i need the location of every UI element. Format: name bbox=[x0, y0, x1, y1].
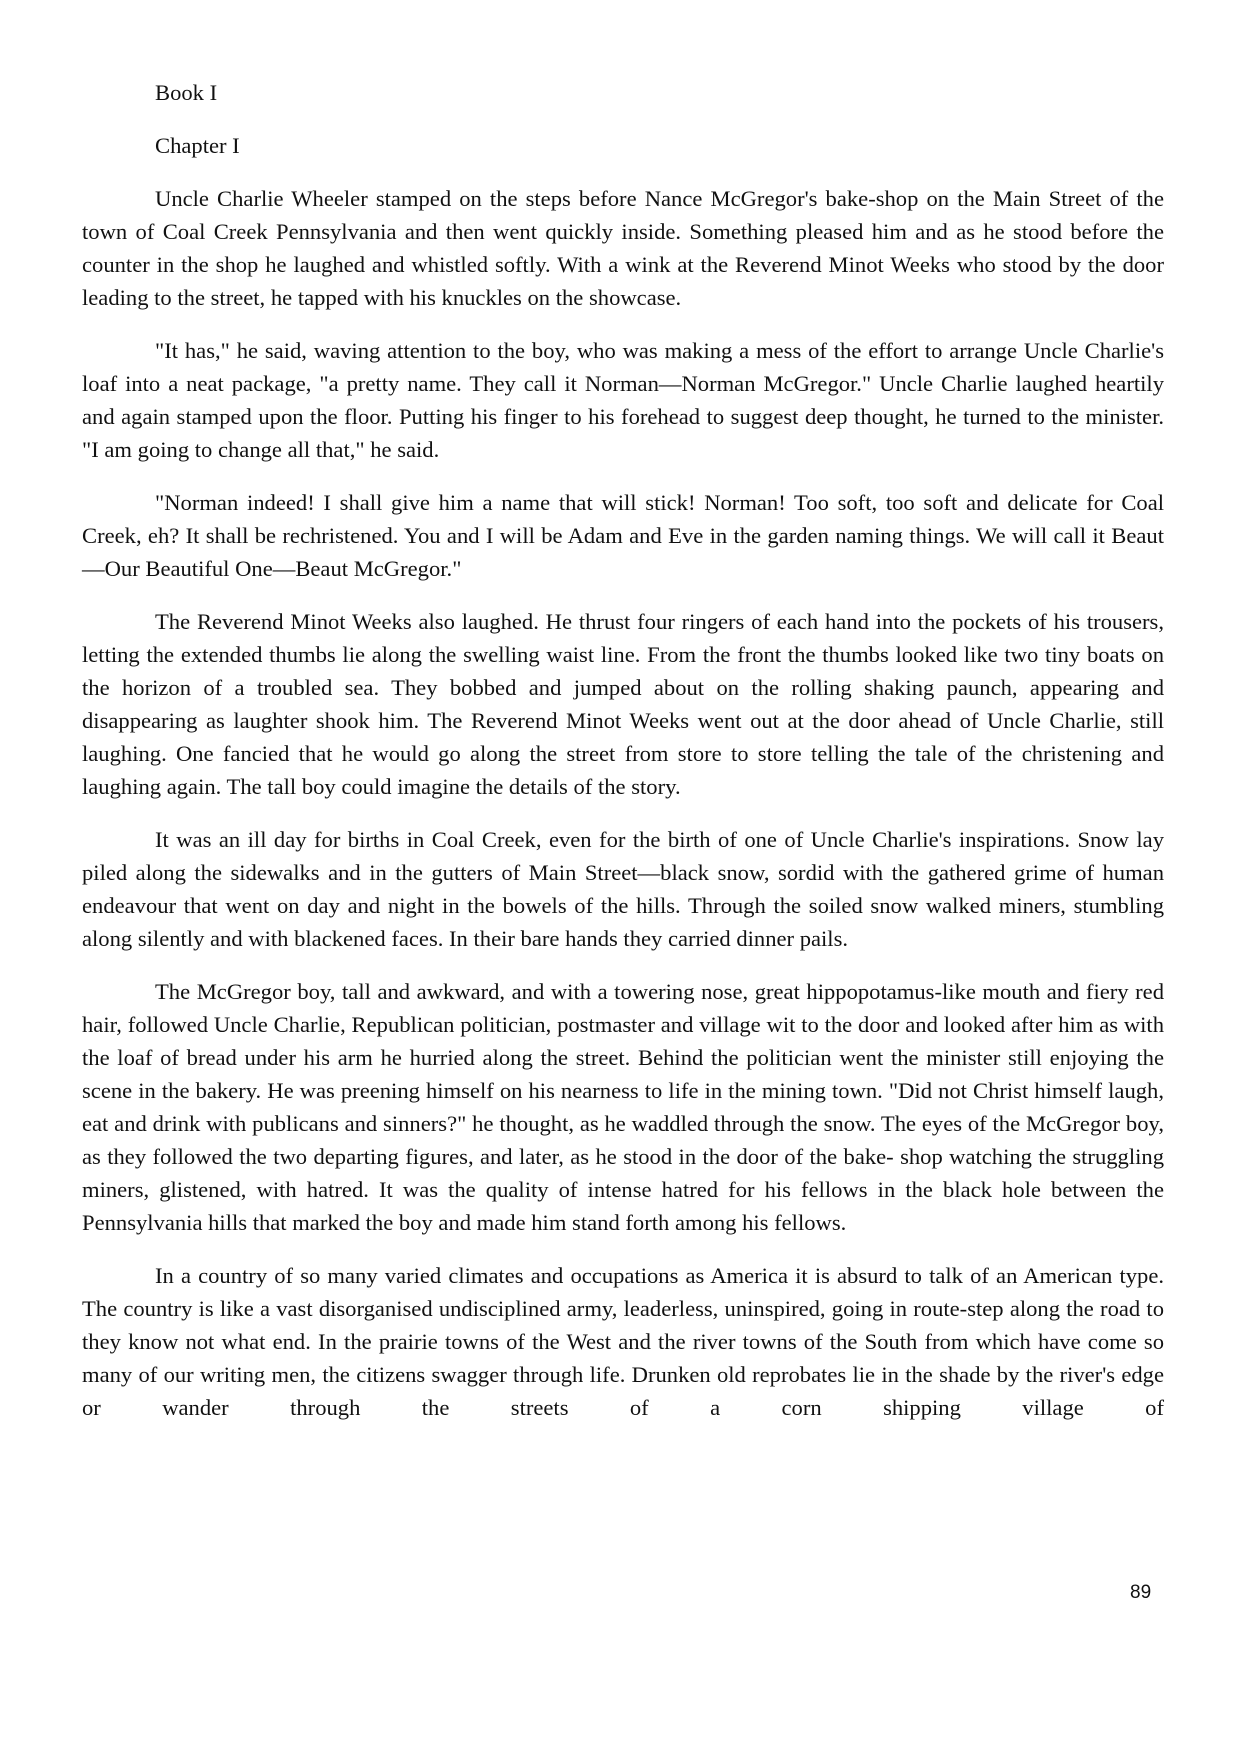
body-text bbox=[82, 76, 1164, 1444]
page-number: 89 bbox=[1130, 1582, 1152, 1603]
paragraph-7: In a country of so many varied climates and occupations as America it is absurd to talk of an American type. The country is like a vast disorganised undisciplined army, leaderless, uninspired, going in route-step along the road to they know not what end. In the prairie towns of the West and the river towns of the South from which have come so many of our writing men, the citizens swagger through life. Drunken old reprobates lie in the shade by the river's edge or wander through the streets of a corn shipping village of bbox=[82, 1263, 1164, 1420]
paragraph-4: The Reverend Minot Weeks also laughed. He thrust four ringers of each hand into the pockets of his trousers, letting the extended thumbs lie along the swelling waist line. From the front the thumbs looked like two tiny boats on the horizon of a troubled sea. They bobbed and jumped about on the rolling shaking paunch, appearing and disappearing as laughter shook him. The Reverend Minot Weeks went out at the door ahead of Uncle Charlie, still laughing. One fancied that he would go along the street from store to store telling the tale of the christening and laughing again. The tall boy could imagine the details of the story. bbox=[82, 609, 1164, 799]
paragraph-5: It was an ill day for births in Coal Creek, even for the birth of one of Uncle Charlie's inspirations. Snow lay piled along the sidewalks and in the gutters of Main Street—black snow, sordid with the gathered grime of human endeavour that went on day and night in the bowels of the hills. Through the soiled snow walked miners, stumbling along silently and with blackened faces. In their bare hands they carried dinner pails. bbox=[82, 827, 1164, 951]
paragraph-3: "Norman indeed! I shall give him a name that will stick! Norman! Too soft, too soft and delicate for Coal Creek, eh? It shall be rechristened. You and I will be Adam and Eve in the garden naming things. We will call it Beaut—Our Beautiful One—Beaut McGregor." bbox=[82, 490, 1164, 581]
paragraph-2: "It has," he said, waving attention to the boy, who was making a mess of the effort to arrange Uncle Charlie's loaf into a neat package, "a pretty name. They call it Norman—Norman McGregor." Uncle Charlie laughed heartily and again stamped upon the floor. Putting his finger to his forehead to suggest deep thought, he turned to the minister. "I am going to change all that," he said. bbox=[82, 338, 1164, 462]
book-heading: Book I bbox=[155, 80, 218, 105]
chapter-heading: Chapter I bbox=[155, 133, 240, 158]
paragraph-1: Uncle Charlie Wheeler stamped on the steps before Nance McGregor's bake-shop on the Main Street of the town of Coal Creek Pennsylvania and then went quickly inside. Something pleased him and as he stood before the counter in the shop he laughed and whistled softly. With a wink at the Reverend Minot Weeks who stood by the door leading to the street, he tapped with his knuckles on the showcase. bbox=[82, 186, 1164, 310]
paragraph-6: The McGregor boy, tall and awkward, and with a towering nose, great hippopotamus-like mouth and fiery red hair, followed Uncle Charlie, Republican politician, postmaster and village wit to the door and looked after him as with the loaf of bread under his arm he hurried along the street. Behind the politician went the minister still enjoying the scene in the bakery. He was preening himself on his nearness to life in the mining town. "Did not Christ himself laugh, eat and drink with publicans and sinners?" he thought, as he waddled through the snow. The eyes of the McGregor boy, as they followed the two departing figures, and later, as he stood in the door of the bake- shop watching the struggling miners, glistened, with hatred. It was the quality of intense hatred for his fellows in the black hole between the Pennsylvania hills that marked the boy and made him stand forth among his fellows. bbox=[82, 979, 1164, 1235]
